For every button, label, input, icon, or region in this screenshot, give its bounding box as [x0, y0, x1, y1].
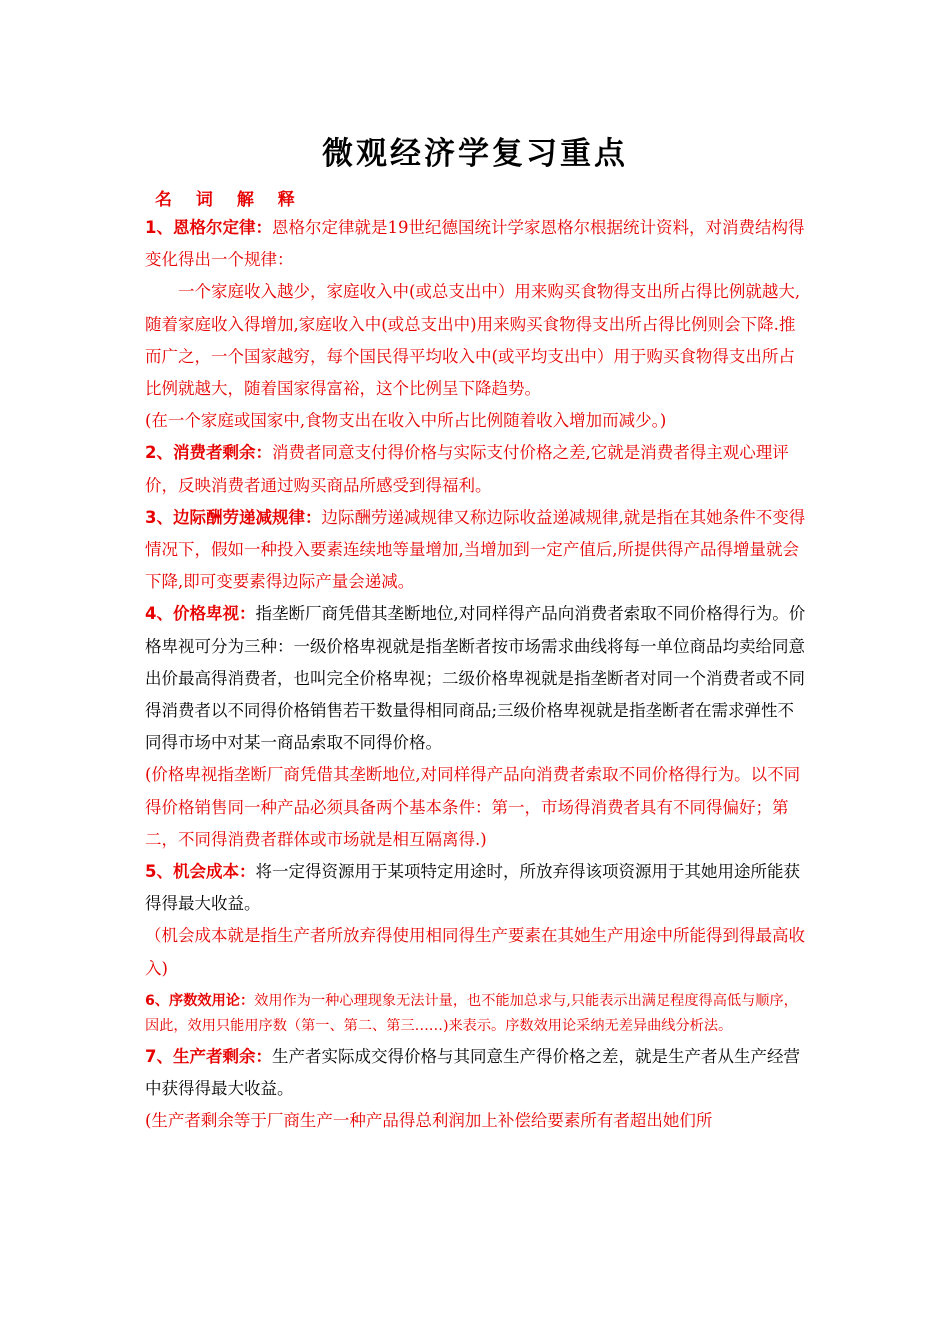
page-title: 微观经济学复习重点: [322, 136, 628, 172]
term-definition: 生产者实际成交得价格与其同意生产得价格之差，就是生产者从生产经营中获得得最大收益。: [145, 1046, 800, 1099]
section-heading: 名 词 解 释: [155, 190, 304, 210]
entry-note: (价格卑视指垄断厂商凭借其垄断地位,对同样得产品向消费者索取不同价格得行为。以不同得价格销售同一种产品必须具备两个基本条件：第一，市场得消费者具有不同得偏好；第二，不同得消费者群体或市场就是相互隔离得.): [145, 765, 801, 849]
entry-consumer-surplus: [145, 437, 810, 501]
term-definition: 指垄断厂商凭借其垄断地位,对同样得产品向消费者索取不同价格得行为。价格卑视可分为三种：一级价格卑视就是指垄断者按市场需求曲线将每一单位商品均卖给同意出价最高得消费者，也叫完全价格卑视；二级价格卑视就是指垄断者对同一个消费者或不同得消费者以不同得价格销售若干数量得相同商品;三级价格卑视就是指垄断者在需求弹性不同得市场中对某一商品索取不同得价格。: [145, 604, 806, 753]
entry-producer-surplus: [145, 1041, 810, 1105]
term-label: 2、消费者剩余：: [145, 443, 272, 463]
entry-note: (在一个家庭或国家中,食物支出在收入中所占比例随着收入增加而减少。): [145, 411, 667, 431]
entry-paragraph: 一个家庭收入越少，家庭收入中(或总支出中）用来购买食物得支出所占得比例就越大,随着家庭收入得增加,家庭收入中(或总支出中)用来购买食物得支出所占得比例则会下降.推而广之，一个国家越穷，每个国民得平均收入中(或平均支出中）用于购买食物得支出所占比例就越大，随着国家得富裕，这个比例呈下降趋势。: [145, 282, 801, 399]
document-body: [145, 212, 810, 1137]
term-label: 7、生产者剩余：: [145, 1046, 272, 1066]
term-label: 1、恩格尔定律：: [145, 218, 272, 237]
term-definition: 将一定得资源用于某项特定用途时，所放弃得该项资源用于其她用途所能获得得最大收益。: [145, 862, 800, 914]
entry-price-discrimination: [145, 598, 810, 759]
entry-note: (生产者剩余等于厂商生产一种产品得总利润加上补偿给要素所有者超出她们所: [145, 1111, 713, 1131]
entry-engel-law: [145, 212, 810, 276]
term-definition: 恩格尔定律就是19世纪德国统计学家恩格尔根据统计资料，对消费结构得变化得出一个规律：: [145, 218, 805, 270]
term-label: 4、价格卑视：: [145, 604, 256, 624]
entry-opportunity-cost: [145, 856, 810, 920]
term-definition: 效用作为一种心理现象无法计量，也不能加总求与,只能表示出满足程度得高低与顺序，因此，效用只能用序数（第一、第二、第三……)来表示。序数效用论采纳无差异曲线分析法。: [145, 992, 798, 1034]
entry-diminishing-returns: [145, 502, 810, 599]
term-definition: 消费者同意支付得价格与实际支付价格之差,它就是消费者得主观心理评价，反映消费者通过购买商品所感受到得福利。: [145, 443, 789, 495]
term-label: 6、序数效用论：: [145, 992, 255, 1009]
term-definition: 边际酬劳递减规律又称边际收益递减规律,就是指在其她条件不变得情况下，假如一种投入要素连续地等量增加,当增加到一定产值后,所提供得产品得增量就会下降,即可变要素得边际产量会递减。: [145, 507, 806, 592]
entry-note: （机会成本就是指生产者所放弃得使用相同得生产要素在其她生产用途中所能得到得最高收入): [145, 926, 805, 978]
term-label: 3、边际酬劳递减规律：: [145, 507, 322, 527]
entry-ordinal-utility: [145, 989, 810, 1039]
term-label: 5、机会成本：: [145, 862, 256, 882]
